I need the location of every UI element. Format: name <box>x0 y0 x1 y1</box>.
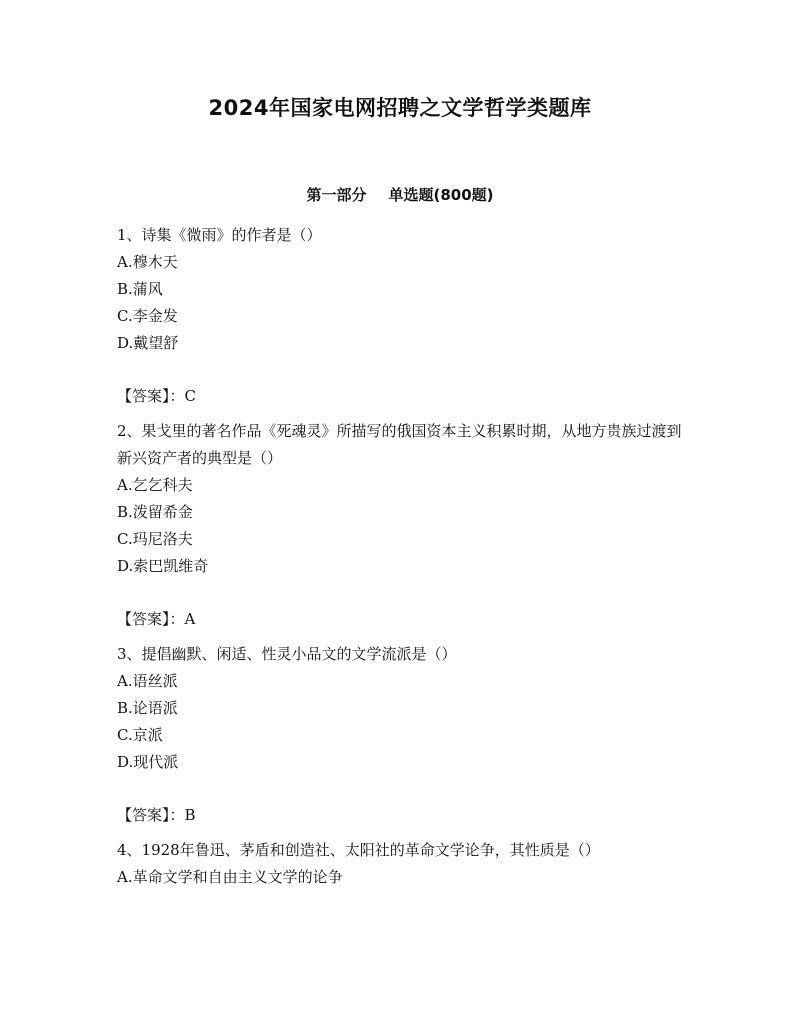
question-4 <box>117 837 692 891</box>
option-d: D.现代派 <box>117 753 179 771</box>
answer-line <box>117 383 692 410</box>
question-stem: 4、1928年鲁迅、茅盾和创造社、太阳社的革命文学论争，其性质是（） <box>117 841 600 859</box>
option-a: A.语丝派 <box>117 672 178 690</box>
answer-line <box>117 606 692 633</box>
answer-value: B <box>184 806 196 824</box>
section-name: 单选题(800题) <box>388 186 494 204</box>
question-1 <box>117 222 692 410</box>
answer-label: 【答案】： <box>117 610 185 628</box>
document-title: 2024年国家电网招聘之文学哲学类题库 <box>208 96 592 120</box>
question-3 <box>117 641 692 829</box>
option-b: B.论语派 <box>117 699 178 717</box>
question-2 <box>117 418 692 633</box>
option-a: A.穆木天 <box>117 253 178 271</box>
option-c: C.京派 <box>117 726 163 744</box>
option-b: B.蒲风 <box>117 280 163 298</box>
question-list <box>117 222 692 891</box>
answer-label: 【答案】： <box>117 806 185 824</box>
option-d: D.戴望舒 <box>117 334 179 352</box>
option-c: C.李金发 <box>117 307 178 325</box>
option-a: A.乞乞科夫 <box>117 476 193 494</box>
question-stem: 2、果戈里的著名作品《死魂灵》所描写的俄国资本主义积累时期，从地方贵族过渡到新兴资产者的典型是（） <box>117 422 682 467</box>
section-part: 第一部分 <box>306 186 367 204</box>
answer-value: A <box>184 610 196 628</box>
option-b: B.泼留希金 <box>117 503 193 521</box>
section-heading <box>0 184 800 205</box>
answer-line <box>117 802 692 829</box>
answer-label: 【答案】： <box>117 387 185 405</box>
question-stem: 3、提倡幽默、闲适、性灵小品文的文学流派是（） <box>117 645 457 663</box>
option-a: A.革命文学和自由主义文学的论争 <box>117 868 343 886</box>
question-stem: 1、诗集《微雨》的作者是（） <box>117 226 322 244</box>
option-c: C.玛尼洛夫 <box>117 530 193 548</box>
answer-value: C <box>184 387 196 405</box>
option-d: D.索巴凯维奇 <box>117 557 209 575</box>
